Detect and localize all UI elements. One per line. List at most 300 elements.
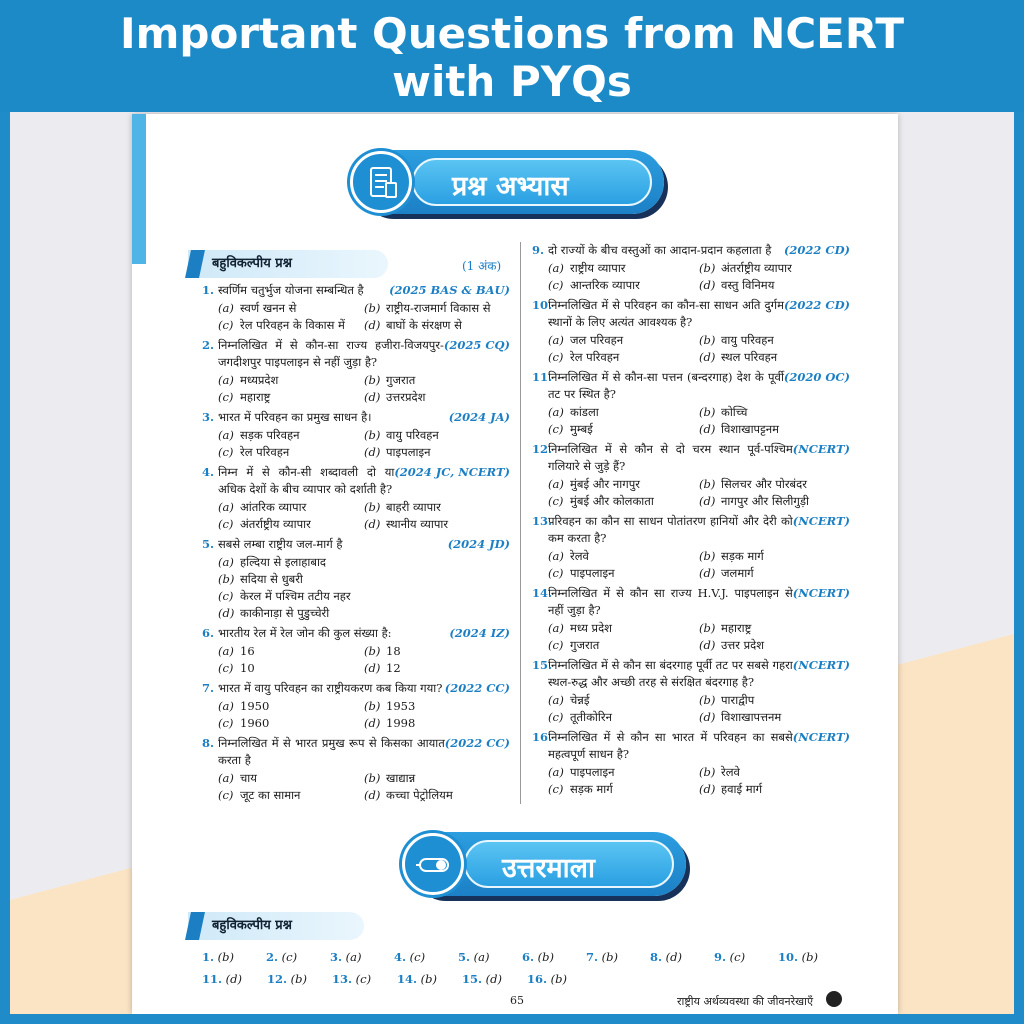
option-letter: (d) — [364, 788, 381, 802]
option-letter: (b) — [699, 261, 716, 275]
question-text: दो राज्यों के बीच वस्तुओं का आदान-प्रदान कहलाता है — [548, 243, 772, 257]
question-source-tag: (2024 JA) — [448, 410, 510, 424]
answer-option — [548, 493, 699, 510]
options-grid — [202, 427, 510, 461]
options-grid — [202, 643, 510, 677]
option-text: गुजरात — [570, 638, 600, 652]
options-grid — [532, 764, 850, 798]
answer-item — [527, 968, 592, 990]
question-item — [532, 369, 850, 403]
question-number: 5. — [202, 537, 215, 551]
answer-option — [548, 565, 699, 582]
option-letter: (a) — [218, 555, 234, 569]
banner-title-line2: with PYQs — [392, 57, 632, 106]
question-source-tag: (2024 JD) — [447, 537, 510, 551]
document-list-icon — [350, 151, 412, 213]
options-grid — [532, 260, 850, 294]
top-banner — [0, 0, 1024, 112]
question-text: निम्नलिखित में से कौन सा बंदरगाह पूर्वी तट पर सबसे गहरा स्थल-रुद्ध और अच्छी तरह से संरक्षित बंदरगाह है? — [548, 658, 793, 689]
question-text: सबसे लम्बा राष्ट्रीय जल-मार्ग है — [218, 537, 343, 551]
answer-option — [364, 715, 510, 732]
option-text: 10 — [240, 661, 255, 675]
answer-item — [458, 946, 522, 968]
option-letter: (a) — [548, 693, 564, 707]
answer-option — [218, 554, 510, 571]
question-number: 11. — [532, 370, 553, 384]
answer-value: (c) — [409, 950, 426, 964]
answer-option — [218, 300, 364, 317]
answer-value: (d) — [665, 950, 683, 964]
option-text: पाइपलाइन — [570, 566, 615, 580]
answer-option — [218, 787, 364, 804]
answer-option — [364, 372, 510, 389]
question-source-tag: (2022 CC) — [444, 681, 510, 695]
answer-option — [699, 548, 850, 565]
column-divider — [520, 242, 521, 804]
question-text: भारत में वायु परिवहन का राष्ट्रीयकरण कब किया गया? — [218, 681, 443, 695]
question-source-tag: (2022 CD) — [783, 243, 850, 257]
question-number: 4. — [202, 465, 215, 479]
option-letter: (a) — [548, 621, 564, 635]
answer-number: 1. — [202, 950, 215, 964]
answer-value: (b) — [601, 950, 619, 964]
option-text: मुंबई और कोलकाता — [570, 494, 654, 508]
option-letter: (b) — [699, 765, 716, 779]
option-letter: (c) — [218, 661, 234, 675]
answer-option — [548, 620, 699, 637]
option-text: 12 — [386, 661, 401, 675]
answer-option — [548, 692, 699, 709]
option-text: गुजरात — [386, 373, 416, 387]
option-text: अंतर्राष्ट्रीय व्यापार — [240, 517, 311, 531]
answer-number: 3. — [330, 950, 343, 964]
option-text: सिलचर और पोरबंदर — [721, 477, 807, 491]
option-text: सदिया से धुबरी — [240, 572, 303, 586]
option-text: जल परिवहन — [570, 333, 624, 347]
question-source-tag: (2025 BAS & BAU) — [389, 283, 510, 297]
answer-number: 13. — [332, 972, 353, 986]
answer-option — [699, 709, 850, 726]
option-letter: (d) — [364, 661, 381, 675]
answer-value: (a) — [473, 950, 490, 964]
option-letter: (d) — [699, 350, 716, 364]
option-letter: (a) — [218, 301, 234, 315]
answer-option — [699, 332, 850, 349]
answer-option — [364, 770, 510, 787]
option-letter: (b) — [699, 477, 716, 491]
answer-item — [778, 946, 842, 968]
publisher-logo-icon — [826, 991, 842, 1007]
question-text: निम्नलिखित में से परिवहन का कौन-सा साधन अति दुर्गम स्थानों के लिए अत्यंत आवश्यक है? — [548, 298, 784, 329]
question-number: 8. — [202, 736, 215, 750]
answer-option — [218, 698, 364, 715]
options-grid — [532, 476, 850, 510]
answer-option — [548, 709, 699, 726]
answer-value: (c) — [355, 972, 372, 986]
question-number: 6. — [202, 626, 215, 640]
answer-option — [699, 493, 850, 510]
background-frame — [10, 112, 1014, 1014]
option-letter: (c) — [218, 589, 234, 603]
question-number: 7. — [202, 681, 215, 695]
option-text: रेलवे — [570, 549, 589, 563]
answer-option — [699, 764, 850, 781]
answer-number: 7. — [586, 950, 599, 964]
question-source-tag: (NCERT) — [792, 442, 850, 456]
answer-value: (b) — [420, 972, 438, 986]
options-grid — [532, 332, 850, 366]
question-number: 10. — [532, 298, 553, 312]
option-text: सड़क परिवहन — [240, 428, 300, 442]
answer-value: (d) — [225, 972, 243, 986]
option-letter: (a) — [218, 428, 234, 442]
option-text: कांडला — [570, 405, 599, 419]
answer-number: 12. — [267, 972, 288, 986]
option-letter: (b) — [364, 301, 381, 315]
answer-option — [548, 548, 699, 565]
answer-option — [699, 781, 850, 798]
answer-option — [364, 787, 510, 804]
answer-value: (b) — [801, 950, 819, 964]
option-letter: (d) — [364, 517, 381, 531]
options-grid — [202, 499, 510, 533]
question-text: भारतीय रेल में रेल जोन की कुल संख्या है: — [218, 626, 392, 640]
option-text: रेल परिवहन — [240, 445, 290, 459]
question-text: निम्नलिखित में से कौन सा राज्य H.V.J. पाइपलाइन से नहीं जुड़ा है? — [548, 586, 793, 617]
option-text: हवाई मार्ग — [721, 782, 763, 796]
option-letter: (d) — [699, 422, 716, 436]
option-letter: (b) — [364, 428, 381, 442]
marks-label: (1 अंक) — [462, 259, 502, 273]
option-text: विशाखापत्तनम — [721, 710, 782, 724]
answer-option — [699, 260, 850, 277]
question-number: 2. — [202, 338, 215, 352]
option-letter: (d) — [218, 606, 235, 620]
questions-column-right — [532, 242, 850, 801]
option-text: काकीनाड़ा से पुडुच्चेरी — [240, 606, 330, 620]
option-text: स्थानीय व्यापार — [386, 517, 449, 531]
question-source-tag: (2020 OC) — [783, 370, 850, 384]
answer-value: (c) — [281, 950, 298, 964]
option-letter: (c) — [548, 566, 564, 580]
question-number: 3. — [202, 410, 215, 424]
option-text: पाइपलाइन — [570, 765, 615, 779]
question-text: स्वर्णिम चतुर्भुज योजना सम्बन्धित है — [218, 283, 364, 297]
option-text: वस्तु विनिमय — [721, 278, 775, 292]
answer-option — [364, 660, 510, 677]
option-text: उत्तर प्रदेश — [721, 638, 765, 652]
option-letter: (d) — [699, 494, 716, 508]
option-letter: (b) — [699, 693, 716, 707]
option-letter: (a) — [548, 333, 564, 347]
option-letter: (d) — [699, 566, 716, 580]
question-source-tag: (2024 IZ) — [449, 626, 510, 640]
answer-value: (c) — [729, 950, 746, 964]
answer-option — [364, 516, 510, 533]
option-text: सड़क मार्ग — [721, 549, 764, 563]
question-item — [532, 729, 850, 763]
question-source-tag: (NCERT) — [792, 658, 850, 672]
answer-number: 8. — [650, 950, 663, 964]
option-text: 1998 — [386, 716, 416, 730]
option-letter: (c) — [548, 710, 564, 724]
answer-item — [462, 968, 527, 990]
practice-title: प्रश्न अभ्यास — [452, 171, 569, 202]
question-source-tag: (NCERT) — [792, 730, 850, 744]
option-text: चाय — [240, 771, 257, 785]
answer-option — [218, 444, 364, 461]
option-letter: (b) — [364, 500, 381, 514]
answers-header — [394, 826, 694, 902]
option-text: कच्चा पेट्रोलियम — [386, 788, 453, 802]
answer-item — [714, 946, 778, 968]
answer-row — [202, 968, 842, 990]
answer-item — [522, 946, 586, 968]
option-text: मुम्बई — [570, 422, 593, 436]
answer-option — [218, 499, 364, 516]
answer-number: 16. — [527, 972, 548, 986]
option-text: 1953 — [386, 699, 416, 713]
option-text: 1960 — [240, 716, 270, 730]
question-source-tag: (2022 CC) — [444, 736, 510, 750]
question-item — [202, 409, 510, 426]
option-text: आंतरिक व्यापार — [240, 500, 307, 514]
option-text: केरल में पश्चिम तटीय नहर — [240, 589, 351, 603]
option-letter: (a) — [218, 644, 234, 658]
option-letter: (c) — [548, 494, 564, 508]
question-source-tag: (NCERT) — [792, 514, 850, 528]
answer-option — [218, 715, 364, 732]
option-text: राष्ट्रीय-राजमार्ग विकास से — [386, 301, 491, 315]
answer-option — [699, 349, 850, 366]
book-title-footer: राष्ट्रीय अर्थव्यवस्था की जीवनरेखाएँ — [677, 995, 814, 1008]
option-letter: (c) — [548, 638, 564, 652]
option-letter: (c) — [218, 788, 234, 802]
page-number: 65 — [510, 994, 524, 1007]
option-letter: (a) — [218, 771, 234, 785]
section-label-mcq: बहुविकल्पीय प्रश्न — [188, 250, 388, 278]
answer-option — [699, 692, 850, 709]
option-text: मध्यप्रदेश — [240, 373, 279, 387]
option-letter: (b) — [699, 549, 716, 563]
option-text: महाराष्ट्र — [240, 390, 271, 404]
option-letter: (c) — [218, 517, 234, 531]
option-letter: (d) — [699, 278, 716, 292]
answer-option — [548, 637, 699, 654]
option-text: रेल परिवहन — [570, 350, 620, 364]
question-item — [532, 242, 850, 259]
question-text: निम्नलिखित में से कौन सा भारत में परिवहन का सबसे महत्वपूर्ण साधन है? — [548, 730, 793, 761]
option-letter: (a) — [548, 405, 564, 419]
answer-option — [364, 444, 510, 461]
question-text: निम्नलिखित में से कौन-सा पत्तन (बन्दरगाह) देश के पूर्वी तट पर स्थित है? — [548, 370, 784, 401]
option-text: कोच्चि — [721, 405, 748, 419]
option-letter: (b) — [364, 644, 381, 658]
answer-value: (b) — [537, 950, 555, 964]
options-grid — [202, 554, 510, 622]
question-item — [532, 441, 850, 475]
options-grid — [202, 698, 510, 732]
option-letter: (c) — [548, 422, 564, 436]
answer-option — [218, 605, 510, 622]
option-text: हल्दिया से इलाहाबाद — [240, 555, 327, 569]
question-item — [202, 680, 510, 697]
options-grid — [532, 404, 850, 438]
book-page — [132, 114, 898, 1014]
options-grid — [202, 300, 510, 334]
options-grid — [532, 548, 850, 582]
banner-title-line1: Important Questions from NCERT — [120, 9, 904, 58]
option-letter: (c) — [548, 782, 564, 796]
answer-item — [397, 968, 462, 990]
option-letter: (a) — [218, 500, 234, 514]
answer-option — [364, 389, 510, 406]
practice-header — [342, 144, 672, 220]
answer-option — [699, 637, 850, 654]
option-text: सड़क मार्ग — [570, 782, 613, 796]
answer-option — [548, 277, 699, 294]
answer-row — [202, 946, 842, 968]
option-text: पाइपलाइन — [386, 445, 431, 459]
option-text: 1950 — [240, 699, 270, 713]
question-text: निम्न में से कौन-सी शब्दावली दो या अधिक देशों के बीच व्यापार को दर्शाती है? — [218, 465, 395, 496]
answer-number: 4. — [394, 950, 407, 964]
option-letter: (c) — [218, 390, 234, 404]
option-text: 18 — [386, 644, 401, 658]
question-text: परिवहन का कौन सा साधन पोतांतरण हानियों और देरी को कम करता है? — [548, 514, 793, 545]
option-letter: (d) — [364, 390, 381, 404]
option-text: रेल परिवहन के विकास में — [240, 318, 345, 332]
answer-item — [266, 946, 330, 968]
question-item — [532, 585, 850, 619]
question-item — [532, 297, 850, 331]
option-letter: (a) — [548, 477, 564, 491]
question-item — [202, 464, 510, 498]
option-text: राष्ट्रीय व्यापार — [570, 261, 626, 275]
option-letter: (c) — [218, 318, 234, 332]
option-text: आन्तरिक व्यापार — [570, 278, 640, 292]
question-text: निम्नलिखित में से कौन-सा राज्य हजीरा-विजयपुर-जगदीशपुर पाइपलाइन से नहीं जुड़ा है? — [218, 338, 444, 369]
option-text: मध्य प्रदेश — [570, 621, 612, 635]
answer-option — [548, 332, 699, 349]
option-text: उत्तरप्रदेश — [386, 390, 426, 404]
question-number: 16. — [532, 730, 553, 744]
answer-item — [202, 968, 267, 990]
option-letter: (c) — [548, 278, 564, 292]
answer-number: 11. — [202, 972, 223, 986]
question-number: 15. — [532, 658, 553, 672]
answer-value: (b) — [290, 972, 308, 986]
answer-option — [699, 404, 850, 421]
answer-option — [699, 565, 850, 582]
answer-option — [548, 764, 699, 781]
option-letter: (a) — [218, 373, 234, 387]
option-text: स्वर्ण खनन से — [240, 301, 297, 315]
answer-option — [699, 277, 850, 294]
answer-option — [548, 781, 699, 798]
option-text: बाघों के संरक्षण से — [386, 318, 462, 332]
answer-option — [699, 476, 850, 493]
question-source-tag: (2022 CD) — [783, 298, 850, 312]
option-letter: (c) — [548, 350, 564, 364]
answer-option — [218, 372, 364, 389]
answer-option — [364, 317, 510, 334]
option-text: 16 — [240, 644, 255, 658]
option-text: अंतर्राष्ट्रीय व्यापार — [721, 261, 792, 275]
options-grid — [532, 692, 850, 726]
answer-option — [218, 588, 510, 605]
answers-title: उत्तरमाला — [502, 853, 595, 884]
option-letter: (b) — [699, 405, 716, 419]
answer-option — [548, 349, 699, 366]
answer-option — [548, 260, 699, 277]
question-item — [202, 625, 510, 642]
answer-option — [218, 427, 364, 444]
question-source-tag: (2024 JC, NCERT) — [394, 465, 510, 479]
option-letter: (b) — [699, 333, 716, 347]
option-text: वायु परिवहन — [386, 428, 439, 442]
answer-number: 15. — [462, 972, 483, 986]
answer-number: 2. — [266, 950, 279, 964]
option-text: महाराष्ट्र — [721, 621, 752, 635]
question-number: 13. — [532, 514, 553, 528]
option-text: पाराद्वीप — [721, 693, 755, 707]
page-edge-strip — [132, 114, 146, 264]
answer-option — [364, 499, 510, 516]
answer-number: 9. — [714, 950, 727, 964]
answer-option — [364, 300, 510, 317]
option-letter: (b) — [699, 621, 716, 635]
options-grid — [202, 770, 510, 804]
option-letter: (b) — [364, 699, 381, 713]
option-text: जूट का सामान — [240, 788, 301, 802]
question-source-tag: (NCERT) — [792, 586, 850, 600]
answer-item — [586, 946, 650, 968]
answer-item — [332, 968, 397, 990]
option-text: तूतीकोरिन — [570, 710, 612, 724]
option-text: नागपुर और सिलीगुड़ी — [721, 494, 809, 508]
option-letter: (d) — [699, 710, 716, 724]
option-text: विशाखापट्टनम — [721, 422, 779, 436]
option-letter: (b) — [218, 572, 235, 586]
option-letter: (a) — [548, 765, 564, 779]
answer-option — [218, 516, 364, 533]
option-letter: (b) — [364, 373, 381, 387]
answer-option — [548, 404, 699, 421]
question-source-tag: (2025 CQ) — [443, 338, 510, 352]
answer-number: 14. — [397, 972, 418, 986]
answer-option — [699, 421, 850, 438]
question-number: 12. — [532, 442, 553, 456]
answer-option — [548, 421, 699, 438]
answer-value: (b) — [550, 972, 568, 986]
question-number: 9. — [532, 243, 545, 257]
option-letter: (b) — [364, 771, 381, 785]
answer-option — [218, 643, 364, 660]
answer-option — [548, 476, 699, 493]
answer-number: 6. — [522, 950, 535, 964]
answer-option — [218, 317, 364, 334]
option-text: वायु परिवहन — [721, 333, 774, 347]
answer-option — [364, 427, 510, 444]
option-text: रेलवे — [721, 765, 740, 779]
option-letter: (c) — [218, 716, 234, 730]
answer-option — [218, 660, 364, 677]
question-text: भारत में परिवहन का प्रमुख साधन है। — [218, 410, 372, 424]
answer-item — [650, 946, 714, 968]
answer-item — [330, 946, 394, 968]
answer-value: (b) — [217, 950, 235, 964]
